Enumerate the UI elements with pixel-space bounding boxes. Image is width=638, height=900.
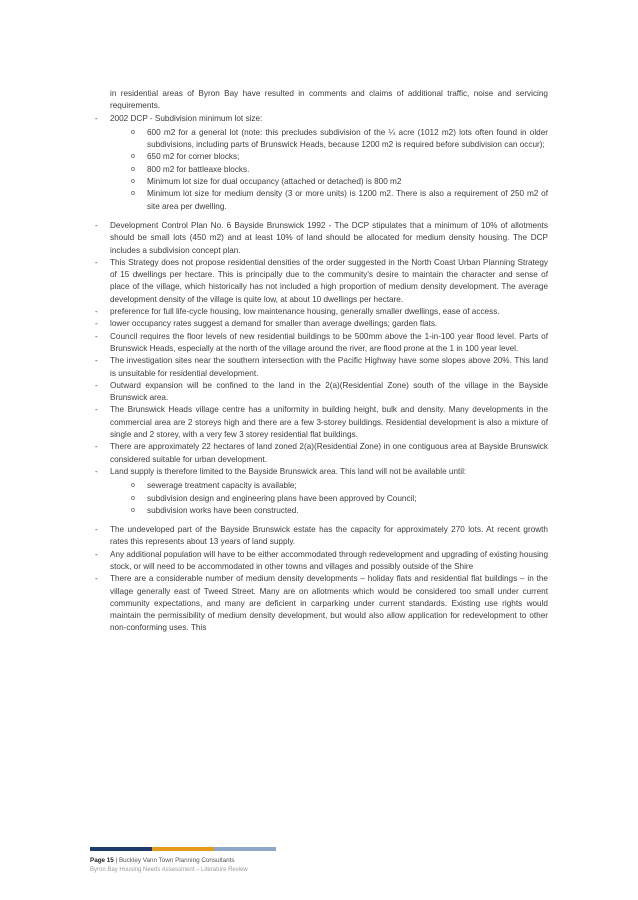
page-number: Page 15: [90, 857, 114, 864]
footer-bar-segment-navy: [90, 847, 152, 851]
document-body: [93, 88, 548, 635]
sub-item: o subdivision design and engineering plans have been approved by Council;: [127, 493, 548, 505]
footer-separator: |: [115, 857, 118, 864]
footer-bar-segment-blue: [214, 847, 276, 851]
bullet-item: - Any additional population will have to be either accommodated through redevelopment and upgrading of existing housing stock, or will need to be accommodated in other towns and villages and possibly outside of the Shire: [93, 549, 548, 574]
footer-color-bar: [90, 847, 276, 851]
bullet-item: - There are approximately 22 hectares of land zoned 2(a)(Residential Zone) in one contiguous area at Bayside Brunswick considered suitable for urban development.: [93, 441, 548, 466]
sub-item: o Minimum lot size for dual occupancy (attached or detached) is 800 m2: [127, 176, 548, 188]
bullet-item: - There are a considerable number of medium density developments – holiday flats and residential flat buildings – in the village generally east of Tweed Street. Many are on allotments which would be considered too small under current community expectations, and many are deficient in carparking under current standards. Existing use rights would maintain the permissibility of medium density development, but would also allow application for redevelopment to other non-conforming uses. This: [93, 573, 548, 634]
land-supply-sublist: [110, 480, 548, 517]
bullet-item: - Outward expansion will be confined to the land in the 2(a)(Residential Zone) south of the village in the Bayside Brunswick area.: [93, 380, 548, 405]
company-name: Buckley Vann Town Planning Consultants: [118, 857, 235, 864]
footer-page-line: [90, 857, 235, 864]
sub-item: o 800 m2 for battleaxe blocks.: [127, 164, 548, 176]
bullet-item: - This Strategy does not propose residential densities of the order suggested in the North Coast Urban Planning Strategy of 15 dwellings per hectare. This is principally due to the community's desire to maintain the character and sense of place of the village, which historically has not included a high proportion of medium density development. The average development density of the village is quite low, at about 10 dwellings per hectare.: [93, 257, 548, 306]
sub-item: o subdivision works have been constructed.: [127, 505, 548, 517]
sub-item: o 600 m2 for a general lot (note: this precludes subdivision of the ¼ acre (1012 m2) lots often found in older subdivisions, including parts of Brunswick Heads, because 1200 m2 is required before subdivision can occur);: [127, 127, 548, 152]
dcp-2002-title: 2002 DCP - Subdivision minimum lot size:: [110, 113, 263, 123]
land-supply-item: [93, 466, 548, 517]
bullet-item: - preference for full life-cycle housing, low maintenance housing, generally smaller dwellings, ease of access.: [93, 306, 548, 318]
document-title: Byron Bay Housing Needs Assessment – Literature Review: [90, 867, 248, 873]
sub-item: o 650 m2 for corner blocks;: [127, 151, 548, 163]
footer-bar-segment-orange: [152, 847, 214, 851]
bullet-item: - The investigation sites near the southern intersection with the Pacific Highway have some slopes above 20%. This land is unsuitable for residential development.: [93, 355, 548, 380]
bullet-item: - Development Control Plan No. 6 Bayside Brunswick 1992 - The DCP stipulates that a minimum of 10% of allotments should be small lots (450 m2) and at least 10% of land should be allocated for medium density housing. The DCP includes a subdivision concept plan.: [93, 220, 548, 257]
bullet-item: - lower occupancy rates suggest a demand for smaller than average dwellings; garden flats.: [93, 318, 548, 330]
sub-item: o Minimum lot size for medium density (3 or more units) is 1200 m2. There is also a requirement of 250 m2 of site area per dwelling.: [127, 188, 548, 213]
bullet-item: - Council requires the floor levels of new residential buildings to be 500mm above the 1-in-100 year flood level. Parts of Brunswick Heads, especially at the north of the village around the river, are flood prone at the 1 in 100 year level.: [93, 331, 548, 356]
bullet-item: - The Brunswick Heads village centre has a uniformity in building height, bulk and density. Many developments in the commercial area are 2 storeys high and there are a few 3-storey buildings. Residential development is also a mixture of single and 2 storey, with a very few 3 storey residential flat buildings.: [93, 404, 548, 441]
dcp-2002-sublist: [110, 127, 548, 213]
land-supply-text: Land supply is therefore limited to the Bayside Brunswick area. This land will not be available until:: [110, 466, 467, 476]
dcp-2002-item: [93, 113, 548, 213]
sub-item: o sewerage treatment capacity is available;: [127, 480, 548, 492]
intro-text: in residential areas of Byron Bay have resulted in comments and claims of additional traffic, noise and servicing requirements.: [110, 89, 548, 111]
bullet-item: - The undeveloped part of the Bayside Brunswick estate has the capacity for approximately 270 lots. At recent growth rates this represents about 13 years of land supply.: [93, 524, 548, 549]
